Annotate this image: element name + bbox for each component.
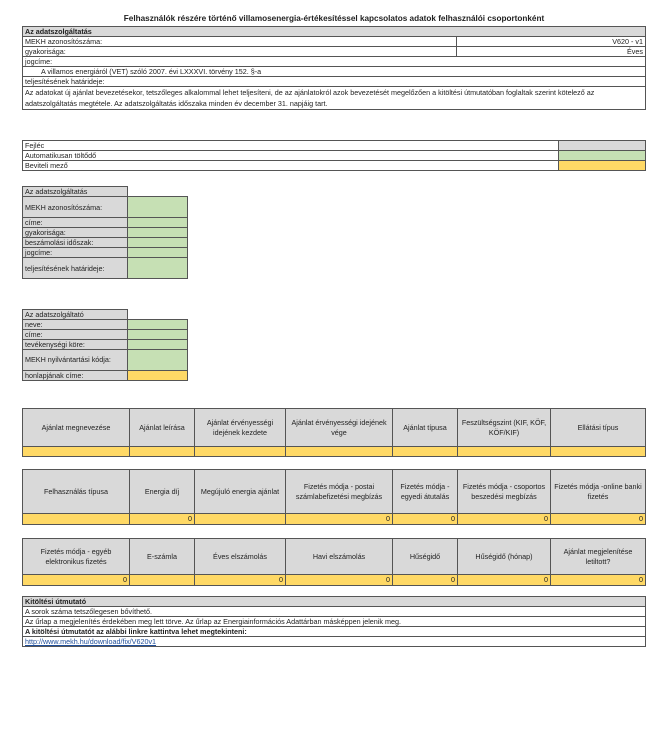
service-field-deadline[interactable] <box>128 258 188 279</box>
service-field-cime[interactable] <box>128 218 188 228</box>
col-offer-start: Ajánlat érvényességi idejének kezdete <box>195 409 286 447</box>
col-loyalty-months: Hűségidő (hónap) <box>458 539 551 575</box>
provider-field-name[interactable] <box>128 320 188 330</box>
deadline-label: teljesítésének határideje: <box>23 77 646 87</box>
instructions-line-1: A sorok száma tetszőlegesen bővíthető. <box>23 607 646 617</box>
page-title: Felhasználók részére történő villamosenergia-értékesítéssel kapcsolatos adatok felhasználói csoportonként <box>123 14 545 23</box>
legend-table <box>22 140 646 171</box>
cell[interactable] <box>130 447 195 457</box>
cell[interactable]: 0 <box>130 514 195 525</box>
col-voltage: Feszültségszint (KIF, KÖF, KÖF/KIF) <box>458 409 551 447</box>
provider-row-cime: címe: <box>23 330 128 340</box>
cell[interactable] <box>551 447 646 457</box>
col-display-disabled: Ajánlat megjelenítése letiltott? <box>551 539 646 575</box>
cell[interactable]: 0 <box>393 514 458 525</box>
legend-input-label: Beviteli mező <box>23 161 559 171</box>
instructions-table <box>22 596 646 647</box>
info-header: Az adatszolgáltatás <box>23 27 646 37</box>
provider-row-activity: tevékenységi köre: <box>23 340 128 350</box>
cell[interactable]: 0 <box>286 575 393 586</box>
col-pay-postal: Fizetés módja - postai számlabefizetési megbízás <box>286 470 393 514</box>
offer-table-3 <box>22 538 646 586</box>
provider-block <box>22 309 188 381</box>
cell[interactable]: 0 <box>458 575 551 586</box>
cell[interactable] <box>130 575 195 586</box>
cell[interactable]: 0 <box>393 575 458 586</box>
col-renewable: Megújuló energia ajánlat <box>195 470 286 514</box>
service-block <box>22 186 188 279</box>
legend-header-label: Fejléc <box>23 141 559 151</box>
service-row-deadline: teljesítésének határideje: <box>23 258 128 279</box>
col-offer-type: Ajánlat típusa <box>393 409 458 447</box>
mekh-label: MEKH azonosítószáma: <box>23 37 457 47</box>
col-energy-fee: Energia díj <box>130 470 195 514</box>
mekh-value: V620 - v1 <box>456 37 645 47</box>
service-header: Az adatszolgáltatás <box>23 187 128 197</box>
col-offer-end: Ajánlat érvényességi idejének vége <box>286 409 393 447</box>
cell[interactable] <box>286 447 393 457</box>
col-usage-type: Felhasználás típusa <box>23 470 130 514</box>
provider-field-cime[interactable] <box>128 330 188 340</box>
col-pay-transfer: Fizetés módja - egyedi átutalás <box>393 470 458 514</box>
service-field-freq[interactable] <box>128 228 188 238</box>
provider-field-activity[interactable] <box>128 340 188 350</box>
col-pay-online: Fizetés módja -online banki fizetés <box>551 470 646 514</box>
legend-auto-label: Automatikusan töltődő <box>23 151 559 161</box>
offer-table-2 <box>22 469 646 525</box>
cell[interactable] <box>195 514 286 525</box>
service-row-jog: jogcíme: <box>23 248 128 258</box>
jog-value: A villamos energiáról (VET) szóló 2007. évi LXXXVI. törvény 152. §-a <box>23 67 646 77</box>
legend-input-swatch <box>559 161 646 171</box>
col-monthly-billing: Havi elszámolás <box>286 539 393 575</box>
provider-header: Az adatszolgáltató <box>23 310 128 320</box>
col-e-invoice: E-számla <box>130 539 195 575</box>
info-table <box>22 26 646 110</box>
col-pay-other: Fizetés módja - egyéb elektronikus fizetés <box>23 539 130 575</box>
service-field-mekh[interactable] <box>128 197 188 218</box>
provider-field-code[interactable] <box>128 350 188 371</box>
cell[interactable] <box>393 447 458 457</box>
cell[interactable] <box>458 447 551 457</box>
jog-label: jogcíme: <box>23 57 646 67</box>
freq-label: gyakorisága: <box>23 47 457 57</box>
cell[interactable]: 0 <box>551 575 646 586</box>
col-loyalty: Hűségidő <box>393 539 458 575</box>
instructions-link[interactable]: http://www.mekh.hu/download/fix/V620v1 <box>25 637 157 646</box>
col-offer-name: Ajánlat megnevezése <box>23 409 130 447</box>
offer-table-1 <box>22 408 646 457</box>
col-pay-direct-debit: Fizetés módja - csoportos beszedési megbízás <box>458 470 551 514</box>
service-field-jog[interactable] <box>128 248 188 258</box>
provider-field-web[interactable] <box>128 371 188 381</box>
cell[interactable] <box>23 447 130 457</box>
provider-row-name: neve: <box>23 320 128 330</box>
cell[interactable] <box>23 514 130 525</box>
cell[interactable]: 0 <box>195 575 286 586</box>
instructions-header: Kitöltési útmutató <box>23 597 646 607</box>
cell[interactable]: 0 <box>458 514 551 525</box>
instructions-line-2: Az űrlap a megjelenítés érdekében meg lett törve. Az űrlap az Energiainformációs Adattárban másképpen jelenik meg. <box>23 617 646 627</box>
col-supply-type: Ellátási típus <box>551 409 646 447</box>
legend-header-swatch <box>559 141 646 151</box>
col-offer-desc: Ajánlat leírása <box>130 409 195 447</box>
service-row-period: beszámolási időszak: <box>23 238 128 248</box>
freq-value: Éves <box>456 47 645 57</box>
col-annual-billing: Éves elszámolás <box>195 539 286 575</box>
instructions-line-3: A kitöltési útmutatót az alábbi linkre kattintva lehet megtekinteni: <box>23 627 646 637</box>
service-row-mekh: MEKH azonosítószáma: <box>23 197 128 218</box>
service-row-cime: címe: <box>23 218 128 228</box>
service-field-period[interactable] <box>128 238 188 248</box>
provider-row-web: honlapjának címe: <box>23 371 128 381</box>
legend-auto-swatch <box>559 151 646 161</box>
deadline-text: Az adatokat új ajánlat bevezetésekor, tetszőleges alkalommal lehet teljesíteni, de az ajánlatokról azok bevezetését megelőzően a kitöltési útmutatóban foglaltak szerint kötelező az adatszolgáltatás megtétele. Az adatszolgáltatás időszaka minden év december 31. napjáig tart. <box>23 87 646 110</box>
cell[interactable]: 0 <box>286 514 393 525</box>
cell[interactable]: 0 <box>23 575 130 586</box>
provider-row-code: MEKH nyilvántartási kódja: <box>23 350 128 371</box>
cell[interactable] <box>195 447 286 457</box>
service-row-freq: gyakorisága: <box>23 228 128 238</box>
cell[interactable]: 0 <box>551 514 646 525</box>
